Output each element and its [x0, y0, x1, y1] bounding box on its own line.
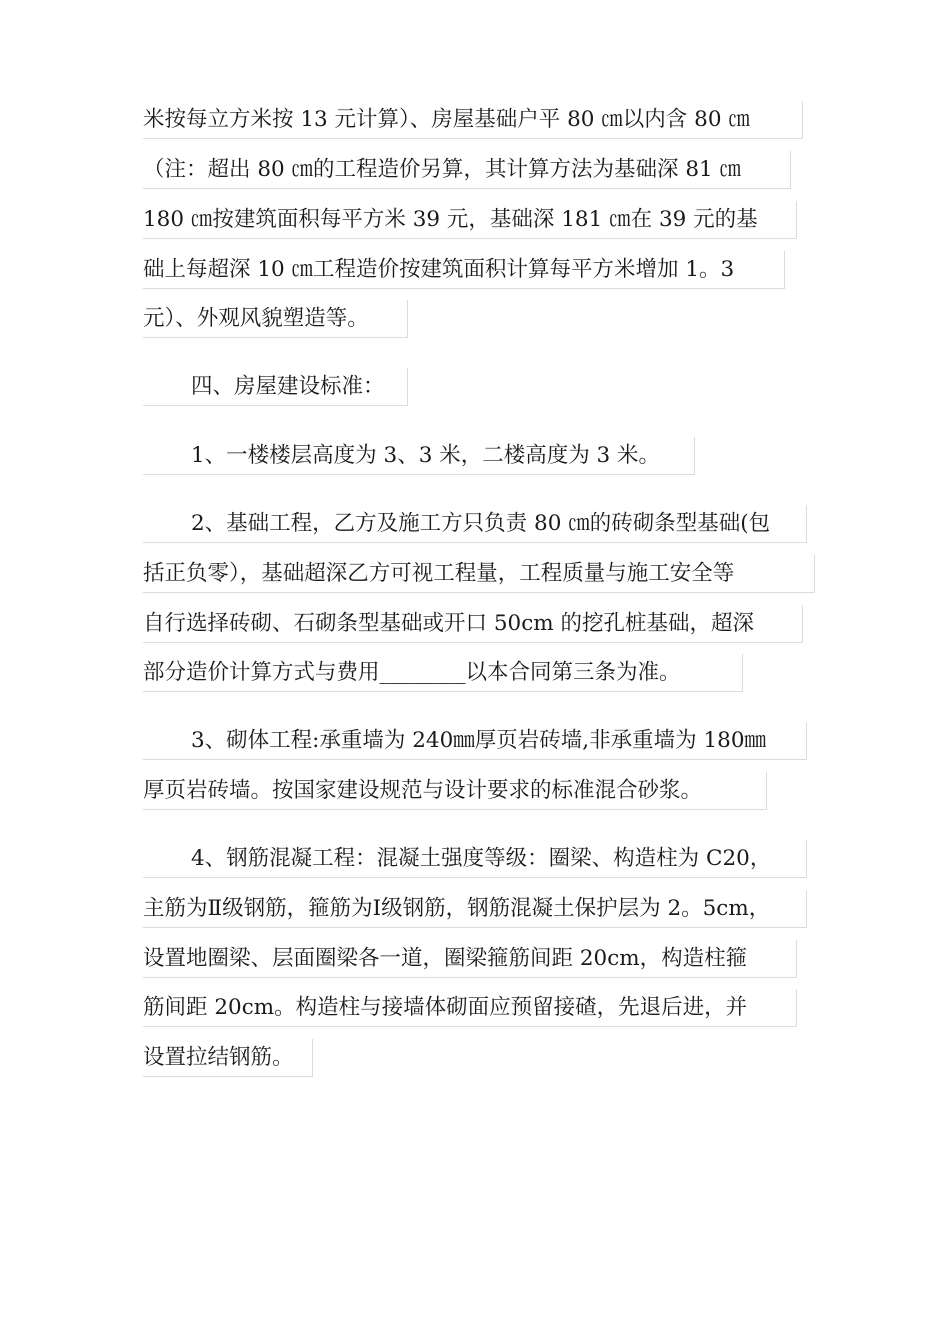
text-line: 3、砌体工程:承重墙为 240㎜厚页岩砖墙,非承重墙为 180㎜: [143, 722, 807, 760]
text-line: 筋间距 20cm。构造柱与接墙体砌面应预留接碴，先退后进，并: [143, 989, 797, 1027]
text-line: 设置地圈梁、层面圈梁各一道，圈梁箍筋间距 20cm，构造柱箍: [143, 940, 797, 978]
text-line: 1、一楼楼层高度为 3、3 米，二楼高度为 3 米。: [143, 437, 695, 475]
text-line: 4、钢筋混凝工程：混凝土强度等级：圈梁、构造柱为 C20，: [143, 840, 807, 878]
text-line: 主筋为Ⅱ级钢筋，箍筋为Ⅰ级钢筋，钢筋混凝土保护层为 2。5cm，: [143, 890, 807, 928]
text-line: （注：超出 80 ㎝的工程造价另算，其计算方法为基础深 81 ㎝: [143, 151, 791, 189]
text-line: 自行选择砖砌、石砌条型基础或开口 50cm 的挖孔桩基础，超深: [143, 605, 803, 643]
text-line: 设置拉结钢筋。: [143, 1039, 313, 1077]
text-line: 元）、外观风貌塑造等。: [143, 300, 408, 338]
text-line: 180 ㎝按建筑面积每平方米 39 元，基础深 181 ㎝在 39 元的基: [143, 201, 797, 239]
text-line: 础上每超深 10 ㎝工程造价按建筑面积计算每平方米增加 1。3: [143, 251, 785, 289]
text-line: 部分造价计算方式与费用________以本合同第三条为准。: [143, 654, 743, 692]
text-line: 括正负零），基础超深乙方可视工程量，工程质量与施工安全等: [143, 555, 815, 593]
text-line: 厚页岩砖墙。按国家建设规范与设计要求的标准混合砂浆。: [143, 772, 767, 810]
text-line: 米按每立方米按 13 元计算）、房屋基础户平 80 ㎝以内含 80 ㎝: [143, 101, 803, 139]
text-line: 2、基础工程，乙方及施工方只负责 80 ㎝的砖砌条型基础(包: [143, 505, 807, 543]
section-heading: 四、房屋建设标准：: [143, 368, 408, 406]
